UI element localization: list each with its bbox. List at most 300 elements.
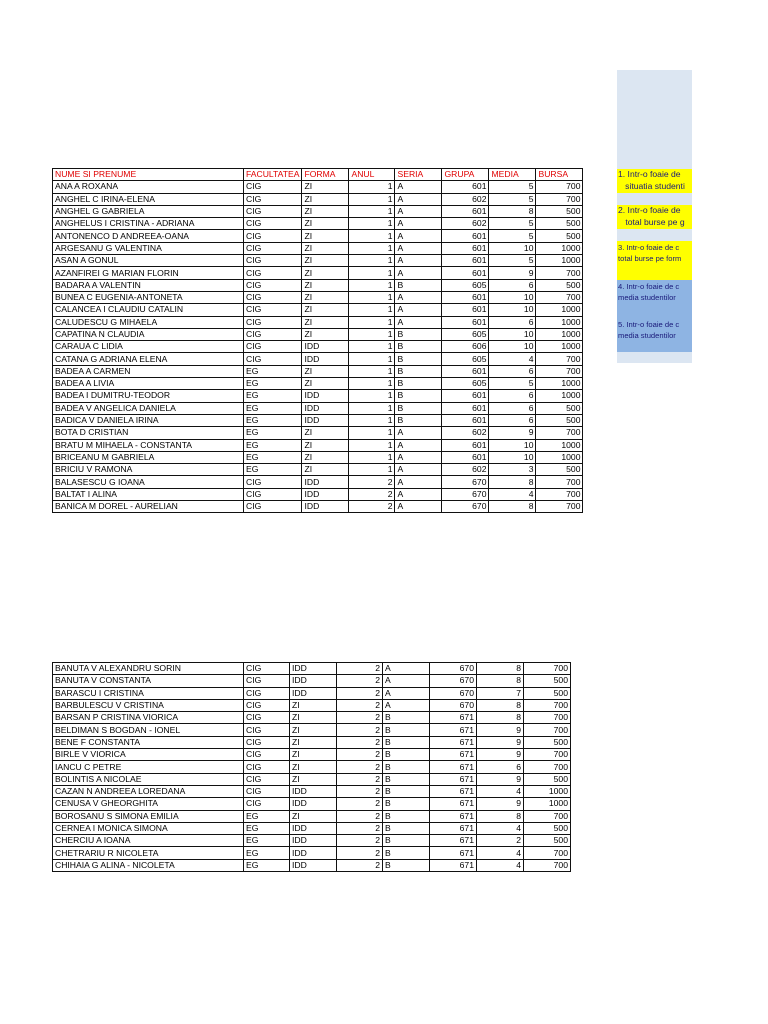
cell-facultatea[interactable]: CIG xyxy=(244,663,290,675)
cell-forma[interactable]: ZI xyxy=(302,328,349,340)
cell-anul[interactable]: 2 xyxy=(337,724,383,736)
cell-anul[interactable]: 1 xyxy=(349,255,395,267)
cell-facultatea[interactable]: CIG xyxy=(244,675,290,687)
cell-nume[interactable]: BALTAT I ALINA xyxy=(53,488,244,500)
cell-forma[interactable]: IDD xyxy=(302,341,349,353)
cell-forma[interactable]: IDD xyxy=(290,822,337,834)
cell-forma[interactable]: IDD xyxy=(290,859,337,871)
cell-media[interactable]: 6 xyxy=(489,316,536,328)
cell-anul[interactable]: 1 xyxy=(349,291,395,303)
cell-bursa[interactable]: 1000 xyxy=(536,316,583,328)
cell-forma[interactable]: ZI xyxy=(302,218,349,230)
cell-facultatea[interactable]: EG xyxy=(244,835,290,847)
cell-facultatea[interactable]: CIG xyxy=(244,736,290,748)
cell-bursa[interactable]: 500 xyxy=(524,687,571,699)
cell-anul[interactable]: 2 xyxy=(337,785,383,797)
cell-grupa[interactable]: 606 xyxy=(442,341,489,353)
cell-anul[interactable]: 1 xyxy=(349,365,395,377)
cell-anul[interactable]: 1 xyxy=(349,451,395,463)
cell-seria[interactable]: B xyxy=(395,328,442,340)
cell-bursa[interactable]: 500 xyxy=(524,835,571,847)
cell-nume[interactable]: BOLINTIS A NICOLAE xyxy=(53,773,244,785)
cell-grupa[interactable]: 601 xyxy=(442,414,489,426)
cell-grupa[interactable]: 601 xyxy=(442,451,489,463)
cell-seria[interactable]: B xyxy=(383,810,430,822)
cell-nume[interactable]: ASAN A GONUL xyxy=(53,255,244,267)
cell-bursa[interactable]: 700 xyxy=(536,501,583,513)
cell-media[interactable]: 10 xyxy=(489,439,536,451)
cell-grupa[interactable]: 601 xyxy=(442,267,489,279)
note-2[interactable] xyxy=(617,205,692,229)
cell-bursa[interactable]: 1000 xyxy=(536,390,583,402)
cell-facultatea[interactable]: EG xyxy=(244,427,302,439)
cell-seria[interactable]: A xyxy=(395,501,442,513)
cell-nume[interactable]: BIRLE V VIORICA xyxy=(53,749,244,761)
cell-nume[interactable]: BADEA A CARMEN xyxy=(53,365,244,377)
cell-bursa[interactable]: 700 xyxy=(524,699,571,711)
cell-media[interactable]: 10 xyxy=(489,341,536,353)
cell-anul[interactable]: 1 xyxy=(349,353,395,365)
cell-forma[interactable]: ZI xyxy=(290,724,337,736)
cell-seria[interactable]: A xyxy=(395,291,442,303)
cell-nume[interactable]: CHERCIU A IOANA xyxy=(53,835,244,847)
cell-media[interactable]: 10 xyxy=(489,451,536,463)
cell-facultatea[interactable]: CIG xyxy=(244,181,302,193)
cell-anul[interactable]: 1 xyxy=(349,304,395,316)
cell-bursa[interactable]: 500 xyxy=(524,773,571,785)
cell-media[interactable]: 9 xyxy=(477,749,524,761)
cell-bursa[interactable]: 700 xyxy=(536,193,583,205)
cell-forma[interactable]: IDD xyxy=(302,488,349,500)
cell-nume[interactable]: BADEA A LIVIA xyxy=(53,378,244,390)
cell-media[interactable]: 8 xyxy=(477,663,524,675)
cell-grupa[interactable]: 602 xyxy=(442,427,489,439)
cell-anul[interactable]: 2 xyxy=(337,736,383,748)
cell-media[interactable]: 2 xyxy=(477,835,524,847)
cell-grupa[interactable]: 605 xyxy=(442,378,489,390)
cell-grupa[interactable]: 671 xyxy=(430,822,477,834)
cell-nume[interactable]: BRICIU V RAMONA xyxy=(53,464,244,476)
cell-grupa[interactable]: 602 xyxy=(442,464,489,476)
note-4-5[interactable] xyxy=(617,280,692,352)
cell-nume[interactable]: BENE F CONSTANTA xyxy=(53,736,244,748)
cell-media[interactable]: 9 xyxy=(477,736,524,748)
header-anul[interactable]: ANUL xyxy=(349,169,395,181)
cell-media[interactable]: 6 xyxy=(489,365,536,377)
cell-nume[interactable]: BADICA V DANIELA IRINA xyxy=(53,414,244,426)
cell-seria[interactable]: B xyxy=(395,378,442,390)
cell-nume[interactable]: BARBULESCU V CRISTINA xyxy=(53,699,244,711)
cell-grupa[interactable]: 601 xyxy=(442,402,489,414)
cell-grupa[interactable]: 670 xyxy=(430,687,477,699)
cell-anul[interactable]: 1 xyxy=(349,316,395,328)
cell-grupa[interactable]: 601 xyxy=(442,390,489,402)
cell-bursa[interactable]: 700 xyxy=(524,724,571,736)
cell-media[interactable]: 10 xyxy=(489,291,536,303)
cell-anul[interactable]: 2 xyxy=(337,663,383,675)
cell-grupa[interactable]: 671 xyxy=(430,712,477,724)
cell-seria[interactable]: B xyxy=(383,798,430,810)
cell-facultatea[interactable]: CIG xyxy=(244,255,302,267)
cell-media[interactable]: 6 xyxy=(489,402,536,414)
cell-facultatea[interactable]: CIG xyxy=(244,761,290,773)
cell-bursa[interactable]: 1000 xyxy=(536,242,583,254)
note-1[interactable] xyxy=(617,169,692,193)
cell-media[interactable]: 8 xyxy=(477,675,524,687)
cell-media[interactable]: 4 xyxy=(477,822,524,834)
cell-media[interactable]: 8 xyxy=(489,501,536,513)
cell-grupa[interactable]: 671 xyxy=(430,749,477,761)
cell-anul[interactable]: 2 xyxy=(337,859,383,871)
cell-media[interactable]: 8 xyxy=(477,810,524,822)
cell-anul[interactable]: 1 xyxy=(349,341,395,353)
cell-grupa[interactable]: 670 xyxy=(442,488,489,500)
cell-nume[interactable]: BANUTA V ALEXANDRU SORIN xyxy=(53,663,244,675)
cell-facultatea[interactable]: CIG xyxy=(244,712,290,724)
cell-bursa[interactable]: 500 xyxy=(536,205,583,217)
cell-media[interactable]: 10 xyxy=(489,328,536,340)
cell-media[interactable]: 5 xyxy=(489,378,536,390)
cell-bursa[interactable]: 1000 xyxy=(536,439,583,451)
cell-anul[interactable]: 1 xyxy=(349,427,395,439)
cell-bursa[interactable]: 700 xyxy=(524,761,571,773)
cell-anul[interactable]: 2 xyxy=(337,687,383,699)
cell-nume[interactable]: BELDIMAN S BOGDAN - IONEL xyxy=(53,724,244,736)
cell-anul[interactable]: 1 xyxy=(349,390,395,402)
cell-seria[interactable]: B xyxy=(383,859,430,871)
cell-seria[interactable]: B xyxy=(395,414,442,426)
cell-seria[interactable]: A xyxy=(395,451,442,463)
cell-seria[interactable]: A xyxy=(395,218,442,230)
cell-anul[interactable]: 2 xyxy=(337,798,383,810)
cell-anul[interactable]: 1 xyxy=(349,439,395,451)
cell-facultatea[interactable]: CIG xyxy=(244,724,290,736)
cell-media[interactable]: 8 xyxy=(477,712,524,724)
cell-anul[interactable]: 2 xyxy=(337,749,383,761)
cell-forma[interactable]: IDD xyxy=(302,402,349,414)
note-3[interactable] xyxy=(617,241,692,280)
cell-bursa[interactable]: 700 xyxy=(524,749,571,761)
cell-media[interactable]: 4 xyxy=(489,353,536,365)
cell-grupa[interactable]: 605 xyxy=(442,328,489,340)
cell-facultatea[interactable]: CIG xyxy=(244,279,302,291)
cell-grupa[interactable]: 601 xyxy=(442,304,489,316)
cell-facultatea[interactable]: EG xyxy=(244,847,290,859)
cell-bursa[interactable]: 700 xyxy=(536,476,583,488)
cell-facultatea[interactable]: CIG xyxy=(244,476,302,488)
cell-media[interactable]: 9 xyxy=(477,724,524,736)
cell-grupa[interactable]: 601 xyxy=(442,365,489,377)
cell-seria[interactable]: B xyxy=(395,390,442,402)
cell-bursa[interactable]: 700 xyxy=(524,810,571,822)
cell-media[interactable]: 3 xyxy=(489,464,536,476)
cell-facultatea[interactable]: EG xyxy=(244,859,290,871)
cell-facultatea[interactable]: CIG xyxy=(244,785,290,797)
cell-forma[interactable]: ZI xyxy=(302,304,349,316)
cell-grupa[interactable]: 670 xyxy=(442,501,489,513)
cell-nume[interactable]: ANGHEL G GABRIELA xyxy=(53,205,244,217)
cell-anul[interactable]: 2 xyxy=(337,810,383,822)
cell-bursa[interactable]: 700 xyxy=(536,365,583,377)
cell-seria[interactable]: B xyxy=(383,761,430,773)
cell-grupa[interactable]: 671 xyxy=(430,724,477,736)
cell-seria[interactable]: A xyxy=(395,230,442,242)
cell-nume[interactable]: CATANA G ADRIANA ELENA xyxy=(53,353,244,365)
cell-nume[interactable]: ARGESANU G VALENTINA xyxy=(53,242,244,254)
cell-seria[interactable]: A xyxy=(395,181,442,193)
cell-grupa[interactable]: 671 xyxy=(430,810,477,822)
cell-facultatea[interactable]: CIG xyxy=(244,291,302,303)
cell-facultatea[interactable]: CIG xyxy=(244,341,302,353)
cell-nume[interactable]: AZANFIREI G MARIAN FLORIN xyxy=(53,267,244,279)
header-nume[interactable]: NUME SI PRENUME xyxy=(53,169,244,181)
header-forma[interactable]: FORMA xyxy=(302,169,349,181)
cell-media[interactable]: 8 xyxy=(477,699,524,711)
cell-grupa[interactable]: 601 xyxy=(442,230,489,242)
cell-seria[interactable]: A xyxy=(383,687,430,699)
cell-seria[interactable]: B xyxy=(383,749,430,761)
header-seria[interactable]: SERIA xyxy=(395,169,442,181)
cell-nume[interactable]: BUNEA C EUGENIA-ANTONETA xyxy=(53,291,244,303)
cell-anul[interactable]: 2 xyxy=(337,761,383,773)
cell-bursa[interactable]: 700 xyxy=(524,847,571,859)
cell-seria[interactable]: A xyxy=(395,488,442,500)
cell-nume[interactable]: ANGHEL C IRINA-ELENA xyxy=(53,193,244,205)
cell-seria[interactable]: A xyxy=(395,304,442,316)
cell-forma[interactable]: ZI xyxy=(290,699,337,711)
cell-facultatea[interactable]: EG xyxy=(244,414,302,426)
cell-media[interactable]: 10 xyxy=(489,242,536,254)
cell-bursa[interactable]: 700 xyxy=(536,488,583,500)
cell-forma[interactable]: ZI xyxy=(302,255,349,267)
cell-anul[interactable]: 2 xyxy=(337,847,383,859)
cell-seria[interactable]: A xyxy=(395,255,442,267)
cell-anul[interactable]: 2 xyxy=(349,488,395,500)
cell-seria[interactable]: B xyxy=(395,402,442,414)
cell-facultatea[interactable]: CIG xyxy=(244,316,302,328)
cell-bursa[interactable]: 500 xyxy=(524,675,571,687)
cell-seria[interactable]: B xyxy=(383,835,430,847)
cell-grupa[interactable]: 671 xyxy=(430,847,477,859)
cell-facultatea[interactable]: CIG xyxy=(244,687,290,699)
cell-grupa[interactable]: 671 xyxy=(430,785,477,797)
cell-nume[interactable]: BADEA I DUMITRU-TEODOR xyxy=(53,390,244,402)
cell-forma[interactable]: IDD xyxy=(290,675,337,687)
cell-media[interactable]: 8 xyxy=(489,476,536,488)
cell-forma[interactable]: ZI xyxy=(302,427,349,439)
cell-nume[interactable]: BADEA V ANGELICA DANIELA xyxy=(53,402,244,414)
cell-seria[interactable]: B xyxy=(395,365,442,377)
cell-grupa[interactable]: 671 xyxy=(430,736,477,748)
cell-forma[interactable]: ZI xyxy=(302,242,349,254)
cell-media[interactable]: 5 xyxy=(489,193,536,205)
cell-nume[interactable]: CALANCEA I CLAUDIU CATALIN xyxy=(53,304,244,316)
cell-nume[interactable]: BARASCU I CRISTINA xyxy=(53,687,244,699)
cell-media[interactable]: 9 xyxy=(489,267,536,279)
cell-facultatea[interactable]: CIG xyxy=(244,353,302,365)
cell-facultatea[interactable]: CIG xyxy=(244,218,302,230)
cell-grupa[interactable]: 670 xyxy=(430,699,477,711)
cell-forma[interactable]: ZI xyxy=(302,439,349,451)
cell-bursa[interactable]: 700 xyxy=(536,353,583,365)
cell-anul[interactable]: 2 xyxy=(337,773,383,785)
cell-nume[interactable]: BALASESCU G IOANA xyxy=(53,476,244,488)
cell-nume[interactable]: BANICA M DOREL - AURELIAN xyxy=(53,501,244,513)
cell-facultatea[interactable]: EG xyxy=(244,378,302,390)
cell-nume[interactable]: CALUDESCU G MIHAELA xyxy=(53,316,244,328)
cell-nume[interactable]: IANCU C PETRE xyxy=(53,761,244,773)
cell-seria[interactable]: B xyxy=(395,341,442,353)
cell-facultatea[interactable]: CIG xyxy=(244,267,302,279)
cell-nume[interactable]: CENUSA V GHEORGHITA xyxy=(53,798,244,810)
cell-anul[interactable]: 2 xyxy=(337,699,383,711)
cell-media[interactable]: 4 xyxy=(477,859,524,871)
cell-grupa[interactable]: 670 xyxy=(430,663,477,675)
cell-seria[interactable]: B xyxy=(395,279,442,291)
cell-bursa[interactable]: 1000 xyxy=(524,798,571,810)
cell-bursa[interactable]: 700 xyxy=(524,712,571,724)
cell-media[interactable]: 4 xyxy=(477,847,524,859)
cell-media[interactable]: 6 xyxy=(489,414,536,426)
cell-forma[interactable]: IDD xyxy=(302,414,349,426)
cell-seria[interactable]: A xyxy=(395,193,442,205)
cell-bursa[interactable]: 500 xyxy=(536,414,583,426)
cell-bursa[interactable]: 1000 xyxy=(524,785,571,797)
cell-anul[interactable]: 1 xyxy=(349,279,395,291)
cell-bursa[interactable]: 700 xyxy=(536,427,583,439)
cell-media[interactable]: 6 xyxy=(489,279,536,291)
cell-facultatea[interactable]: EG xyxy=(244,439,302,451)
cell-seria[interactable]: B xyxy=(383,822,430,834)
cell-anul[interactable]: 2 xyxy=(337,835,383,847)
cell-facultatea[interactable]: CIG xyxy=(244,488,302,500)
cell-forma[interactable]: ZI xyxy=(302,230,349,242)
cell-forma[interactable]: ZI xyxy=(302,205,349,217)
cell-facultatea[interactable]: CIG xyxy=(244,205,302,217)
cell-grupa[interactable]: 670 xyxy=(442,476,489,488)
cell-forma[interactable]: IDD xyxy=(290,785,337,797)
cell-bursa[interactable]: 500 xyxy=(536,230,583,242)
cell-media[interactable]: 9 xyxy=(477,798,524,810)
cell-anul[interactable]: 2 xyxy=(337,822,383,834)
cell-media[interactable]: 6 xyxy=(489,390,536,402)
cell-media[interactable]: 5 xyxy=(489,230,536,242)
cell-anul[interactable]: 1 xyxy=(349,464,395,476)
cell-forma[interactable]: IDD xyxy=(302,390,349,402)
cell-anul[interactable]: 1 xyxy=(349,378,395,390)
cell-anul[interactable]: 2 xyxy=(337,712,383,724)
cell-forma[interactable]: ZI xyxy=(290,736,337,748)
cell-grupa[interactable]: 671 xyxy=(430,798,477,810)
cell-anul[interactable]: 1 xyxy=(349,205,395,217)
cell-facultatea[interactable]: CIG xyxy=(244,749,290,761)
cell-forma[interactable]: IDD xyxy=(302,476,349,488)
cell-forma[interactable]: IDD xyxy=(290,687,337,699)
cell-facultatea[interactable]: EG xyxy=(244,390,302,402)
cell-nume[interactable]: BRATU M MIHAELA - CONSTANTA xyxy=(53,439,244,451)
cell-bursa[interactable]: 500 xyxy=(536,464,583,476)
cell-media[interactable]: 4 xyxy=(489,488,536,500)
cell-nume[interactable]: CAZAN N ANDREEA LOREDANA xyxy=(53,785,244,797)
cell-forma[interactable]: ZI xyxy=(302,365,349,377)
cell-nume[interactable]: BANUTA V CONSTANTA xyxy=(53,675,244,687)
cell-media[interactable]: 10 xyxy=(489,304,536,316)
cell-seria[interactable]: A xyxy=(395,316,442,328)
cell-facultatea[interactable]: CIG xyxy=(244,230,302,242)
cell-grupa[interactable]: 671 xyxy=(430,835,477,847)
cell-facultatea[interactable]: CIG xyxy=(244,242,302,254)
cell-grupa[interactable]: 601 xyxy=(442,316,489,328)
cell-grupa[interactable]: 601 xyxy=(442,242,489,254)
cell-forma[interactable]: ZI xyxy=(290,810,337,822)
cell-facultatea[interactable]: EG xyxy=(244,822,290,834)
cell-forma[interactable]: IDD xyxy=(290,663,337,675)
cell-seria[interactable]: A xyxy=(395,427,442,439)
cell-forma[interactable]: IDD xyxy=(302,353,349,365)
header-bursa[interactable]: BURSA xyxy=(536,169,583,181)
cell-facultatea[interactable]: CIG xyxy=(244,773,290,785)
cell-bursa[interactable]: 700 xyxy=(524,663,571,675)
cell-forma[interactable]: ZI xyxy=(302,193,349,205)
cell-forma[interactable]: ZI xyxy=(290,712,337,724)
cell-seria[interactable]: B xyxy=(383,724,430,736)
cell-nume[interactable]: BOROSANU S SIMONA EMILIA xyxy=(53,810,244,822)
cell-seria[interactable]: A xyxy=(395,439,442,451)
cell-grupa[interactable]: 670 xyxy=(430,675,477,687)
cell-anul[interactable]: 1 xyxy=(349,328,395,340)
cell-bursa[interactable]: 1000 xyxy=(536,378,583,390)
cell-seria[interactable]: A xyxy=(395,476,442,488)
header-grupa[interactable]: GRUPA xyxy=(442,169,489,181)
cell-forma[interactable]: ZI xyxy=(302,464,349,476)
cell-grupa[interactable]: 602 xyxy=(442,193,489,205)
cell-nume[interactable]: BRICEANU M GABRIELA xyxy=(53,451,244,463)
cell-seria[interactable]: A xyxy=(383,663,430,675)
cell-anul[interactable]: 2 xyxy=(349,501,395,513)
cell-seria[interactable]: A xyxy=(395,267,442,279)
cell-media[interactable]: 8 xyxy=(489,205,536,217)
cell-bursa[interactable]: 500 xyxy=(524,736,571,748)
cell-facultatea[interactable]: CIG xyxy=(244,193,302,205)
cell-bursa[interactable]: 500 xyxy=(524,822,571,834)
cell-facultatea[interactable]: EG xyxy=(244,402,302,414)
cell-forma[interactable]: ZI xyxy=(302,378,349,390)
cell-forma[interactable]: ZI xyxy=(290,773,337,785)
cell-grupa[interactable]: 601 xyxy=(442,181,489,193)
cell-media[interactable]: 6 xyxy=(477,761,524,773)
cell-anul[interactable]: 2 xyxy=(349,476,395,488)
cell-forma[interactable]: ZI xyxy=(302,279,349,291)
cell-media[interactable]: 9 xyxy=(489,427,536,439)
cell-media[interactable]: 5 xyxy=(489,181,536,193)
cell-anul[interactable]: 1 xyxy=(349,193,395,205)
cell-bursa[interactable]: 500 xyxy=(536,402,583,414)
cell-grupa[interactable]: 671 xyxy=(430,761,477,773)
cell-bursa[interactable]: 700 xyxy=(536,267,583,279)
cell-nume[interactable]: BARSAN P CRISTINA VIORICA xyxy=(53,712,244,724)
cell-bursa[interactable]: 1000 xyxy=(536,304,583,316)
cell-anul[interactable]: 1 xyxy=(349,402,395,414)
cell-bursa[interactable]: 700 xyxy=(536,181,583,193)
cell-seria[interactable]: B xyxy=(383,785,430,797)
cell-anul[interactable]: 1 xyxy=(349,267,395,279)
cell-nume[interactable]: ANGHELUS I CRISTINA - ADRIANA xyxy=(53,218,244,230)
cell-grupa[interactable]: 601 xyxy=(442,291,489,303)
cell-nume[interactable]: BADARA A VALENTIN xyxy=(53,279,244,291)
cell-nume[interactable]: CARAUA C LIDIA xyxy=(53,341,244,353)
cell-nume[interactable]: CAPATINA N CLAUDIA xyxy=(53,328,244,340)
cell-facultatea[interactable]: CIG xyxy=(244,798,290,810)
